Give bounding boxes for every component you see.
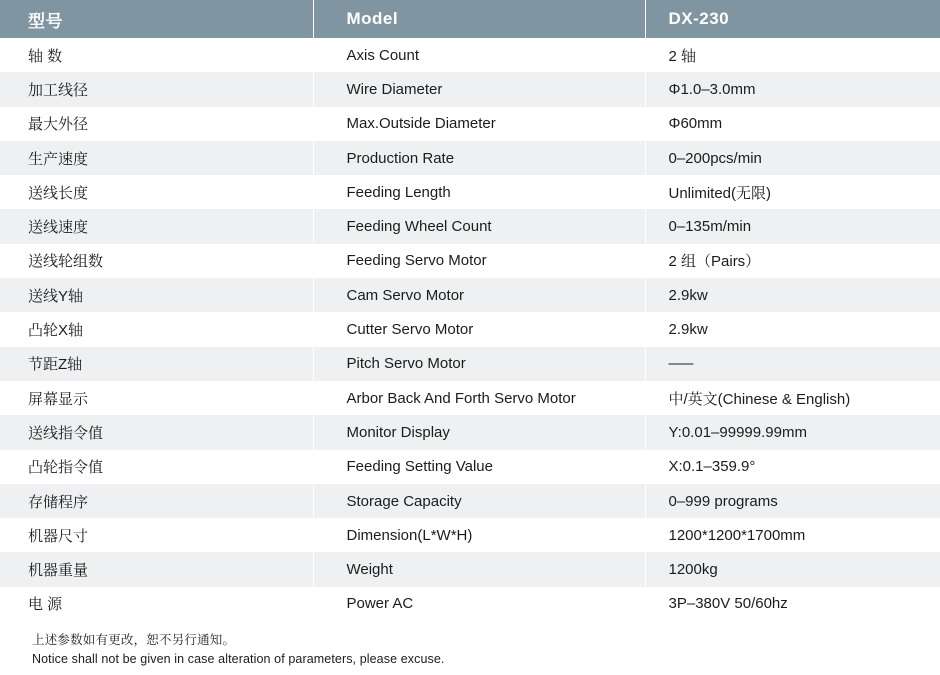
row-value: ––– bbox=[645, 347, 940, 381]
table-row bbox=[0, 175, 940, 209]
row-label-en: Feeding Length bbox=[313, 175, 645, 209]
row-label-cn: 存储程序 bbox=[0, 484, 313, 518]
row-label-en: Arbor Back And Forth Servo Motor bbox=[313, 381, 645, 415]
row-label-en: Pitch Servo Motor bbox=[313, 347, 645, 381]
row-value: Unlimited(无限) bbox=[645, 175, 940, 209]
row-label-en: Max.Outside Diameter bbox=[313, 107, 645, 141]
row-label-cn: 机器尺寸 bbox=[0, 518, 313, 552]
table-row bbox=[0, 107, 940, 141]
row-value: 0–200pcs/min bbox=[645, 141, 940, 175]
row-label-cn: 凸轮X轴 bbox=[0, 312, 313, 346]
row-label-en: Monitor Display bbox=[313, 415, 645, 449]
table-row bbox=[0, 38, 940, 72]
table-row bbox=[0, 312, 940, 346]
row-label-cn: 送线指令值 bbox=[0, 415, 313, 449]
row-value: 2.9kw bbox=[645, 312, 940, 346]
row-label-cn: 送线速度 bbox=[0, 209, 313, 243]
row-value: 0–135m/min bbox=[645, 209, 940, 243]
footnote bbox=[0, 621, 940, 669]
row-label-en: Storage Capacity bbox=[313, 484, 645, 518]
row-label-en: Production Rate bbox=[313, 141, 645, 175]
table-row bbox=[0, 415, 940, 449]
footnote-en: Notice shall not be given in case alteration of parameters, please excuse. bbox=[32, 651, 445, 666]
table-row bbox=[0, 450, 940, 484]
row-label-en: Feeding Servo Motor bbox=[313, 244, 645, 278]
row-value: 2.9kw bbox=[645, 278, 940, 312]
header-label-cn: 型号 bbox=[0, 0, 313, 38]
table-row bbox=[0, 381, 940, 415]
table-row bbox=[0, 587, 940, 621]
table-row bbox=[0, 141, 940, 175]
table-body bbox=[0, 38, 940, 621]
row-label-en: Dimension(L*W*H) bbox=[313, 518, 645, 552]
row-value: Φ60mm bbox=[645, 107, 940, 141]
row-label-cn: 最大外径 bbox=[0, 107, 313, 141]
row-value: 2 组（Pairs） bbox=[645, 244, 940, 278]
table-row bbox=[0, 347, 940, 381]
row-value: Φ1.0–3.0mm bbox=[645, 72, 940, 106]
row-label-en: Feeding Wheel Count bbox=[313, 209, 645, 243]
row-label-cn: 节距Z轴 bbox=[0, 347, 313, 381]
row-label-en: Wire Diameter bbox=[313, 72, 645, 106]
table-row bbox=[0, 209, 940, 243]
row-label-cn: 送线长度 bbox=[0, 175, 313, 209]
row-value: X:0.1–359.9° bbox=[645, 450, 940, 484]
footnote-cn: 上述参数如有更改，恕不另行通知。 bbox=[32, 633, 236, 648]
row-label-cn: 机器重量 bbox=[0, 552, 313, 586]
row-value: 1200kg bbox=[645, 552, 940, 586]
table-row bbox=[0, 244, 940, 278]
row-value: 2 轴 bbox=[645, 38, 940, 72]
row-label-en: Power AC bbox=[313, 587, 645, 621]
row-label-cn: 电 源 bbox=[0, 587, 313, 621]
table-row bbox=[0, 518, 940, 552]
row-label-cn: 凸轮指令值 bbox=[0, 450, 313, 484]
row-value: Y:0.01–99999.99mm bbox=[645, 415, 940, 449]
row-label-cn: 加工线径 bbox=[0, 72, 313, 106]
table-row bbox=[0, 552, 940, 586]
row-label-en: Feeding Setting Value bbox=[313, 450, 645, 484]
row-label-en: Axis Count bbox=[313, 38, 645, 72]
table-row bbox=[0, 484, 940, 518]
row-label-cn: 送线轮组数 bbox=[0, 244, 313, 278]
row-label-cn: 轴 数 bbox=[0, 38, 313, 72]
row-label-en: Weight bbox=[313, 552, 645, 586]
header-model-value: DX-230 bbox=[645, 0, 940, 38]
table-row bbox=[0, 278, 940, 312]
table-header bbox=[0, 0, 940, 38]
table-row bbox=[0, 72, 940, 106]
row-label-cn: 送线Y轴 bbox=[0, 278, 313, 312]
table-header-row bbox=[0, 0, 940, 38]
row-label-en: Cam Servo Motor bbox=[313, 278, 645, 312]
header-label-en: Model bbox=[313, 0, 645, 38]
row-label-cn: 屏幕显示 bbox=[0, 381, 313, 415]
row-label-cn: 生产速度 bbox=[0, 141, 313, 175]
row-value: 中/英文(Chinese & English) bbox=[645, 381, 940, 415]
row-value: 1200*1200*1700mm bbox=[645, 518, 940, 552]
row-label-en: Cutter Servo Motor bbox=[313, 312, 645, 346]
row-value: 0–999 programs bbox=[645, 484, 940, 518]
row-value: 3P–380V 50/60hz bbox=[645, 587, 940, 621]
